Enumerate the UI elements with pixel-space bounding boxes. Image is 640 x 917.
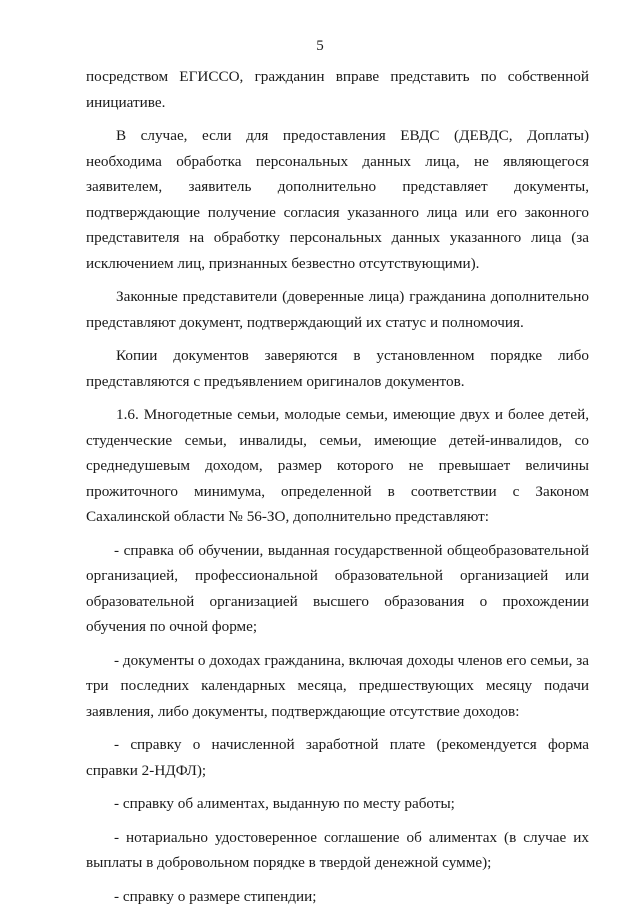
paragraph-document-copies: Копии документов заверяются в установленном порядке либо представляются с предъявлением оригиналов документов.: [86, 347, 589, 390]
list-item-education-certificate: - справка об обучении, выданная государственной общеобразовательной организацией, профессиональной образовательной организацией или образовательной организацией высшего образования о прохождении обучения по очной форме;: [86, 541, 589, 635]
list-item-salary-certificate: - справку о начисленной заработной плате (рекомендуется форма справки 2-НДФЛ);: [86, 736, 589, 779]
paragraph-legal-representatives: Законные представители (доверенные лица) гражданина дополнительно представляют документ, подтверждающий их статус и полномочия.: [86, 288, 589, 331]
list-item-stipend-certificate: - справку о размере стипендии;: [114, 887, 317, 905]
document-body: [86, 64, 589, 917]
paragraph-section-1-6: 1.6. Многодетные семьи, молодые семьи, имеющие двух и более детей, студенческие семьи, инвалиды, семьи, имеющие детей-инвалидов, со среднедушевым доходом, размер которого не превышает величины прожиточного минимума, определенной в соответствии с Законом Сахалинской области № 56-ЗО, дополнительно представляют:: [86, 406, 589, 525]
list-item-income-documents: - документы о доходах гражданина, включая доходы членов его семьи, за три последних календарных месяца, предшествующих месяцу подачи заявления, либо документы, подтверждающие отсутствие доходов:: [86, 651, 589, 720]
paragraph-personal-data-consent: В случае, если для предоставления ЕВДС (ДЕВДС, Доплаты) необходима обработка персональных данных лица, не являющегося заявителем, заявитель дополнительно представляет документы, подтверждающие получение согласия указанного лица или его законного представителя на обработку персональных данных указанного лица (за исключением лиц, признанных безвестно отсутствующими).: [86, 127, 589, 272]
paragraph-egisso: посредством ЕГИССО, гражданин вправе представить по собственной инициативе.: [86, 68, 589, 111]
page-number: 5: [316, 38, 324, 54]
list-item-alimony-certificate: - справку об алиментах, выданную по месту работы;: [114, 795, 455, 812]
list-item-alimony-agreement: - нотариально удостоверенное соглашение об алиментах (в случае их выплаты в добровольном порядке в твердой денежной сумме);: [86, 828, 589, 871]
